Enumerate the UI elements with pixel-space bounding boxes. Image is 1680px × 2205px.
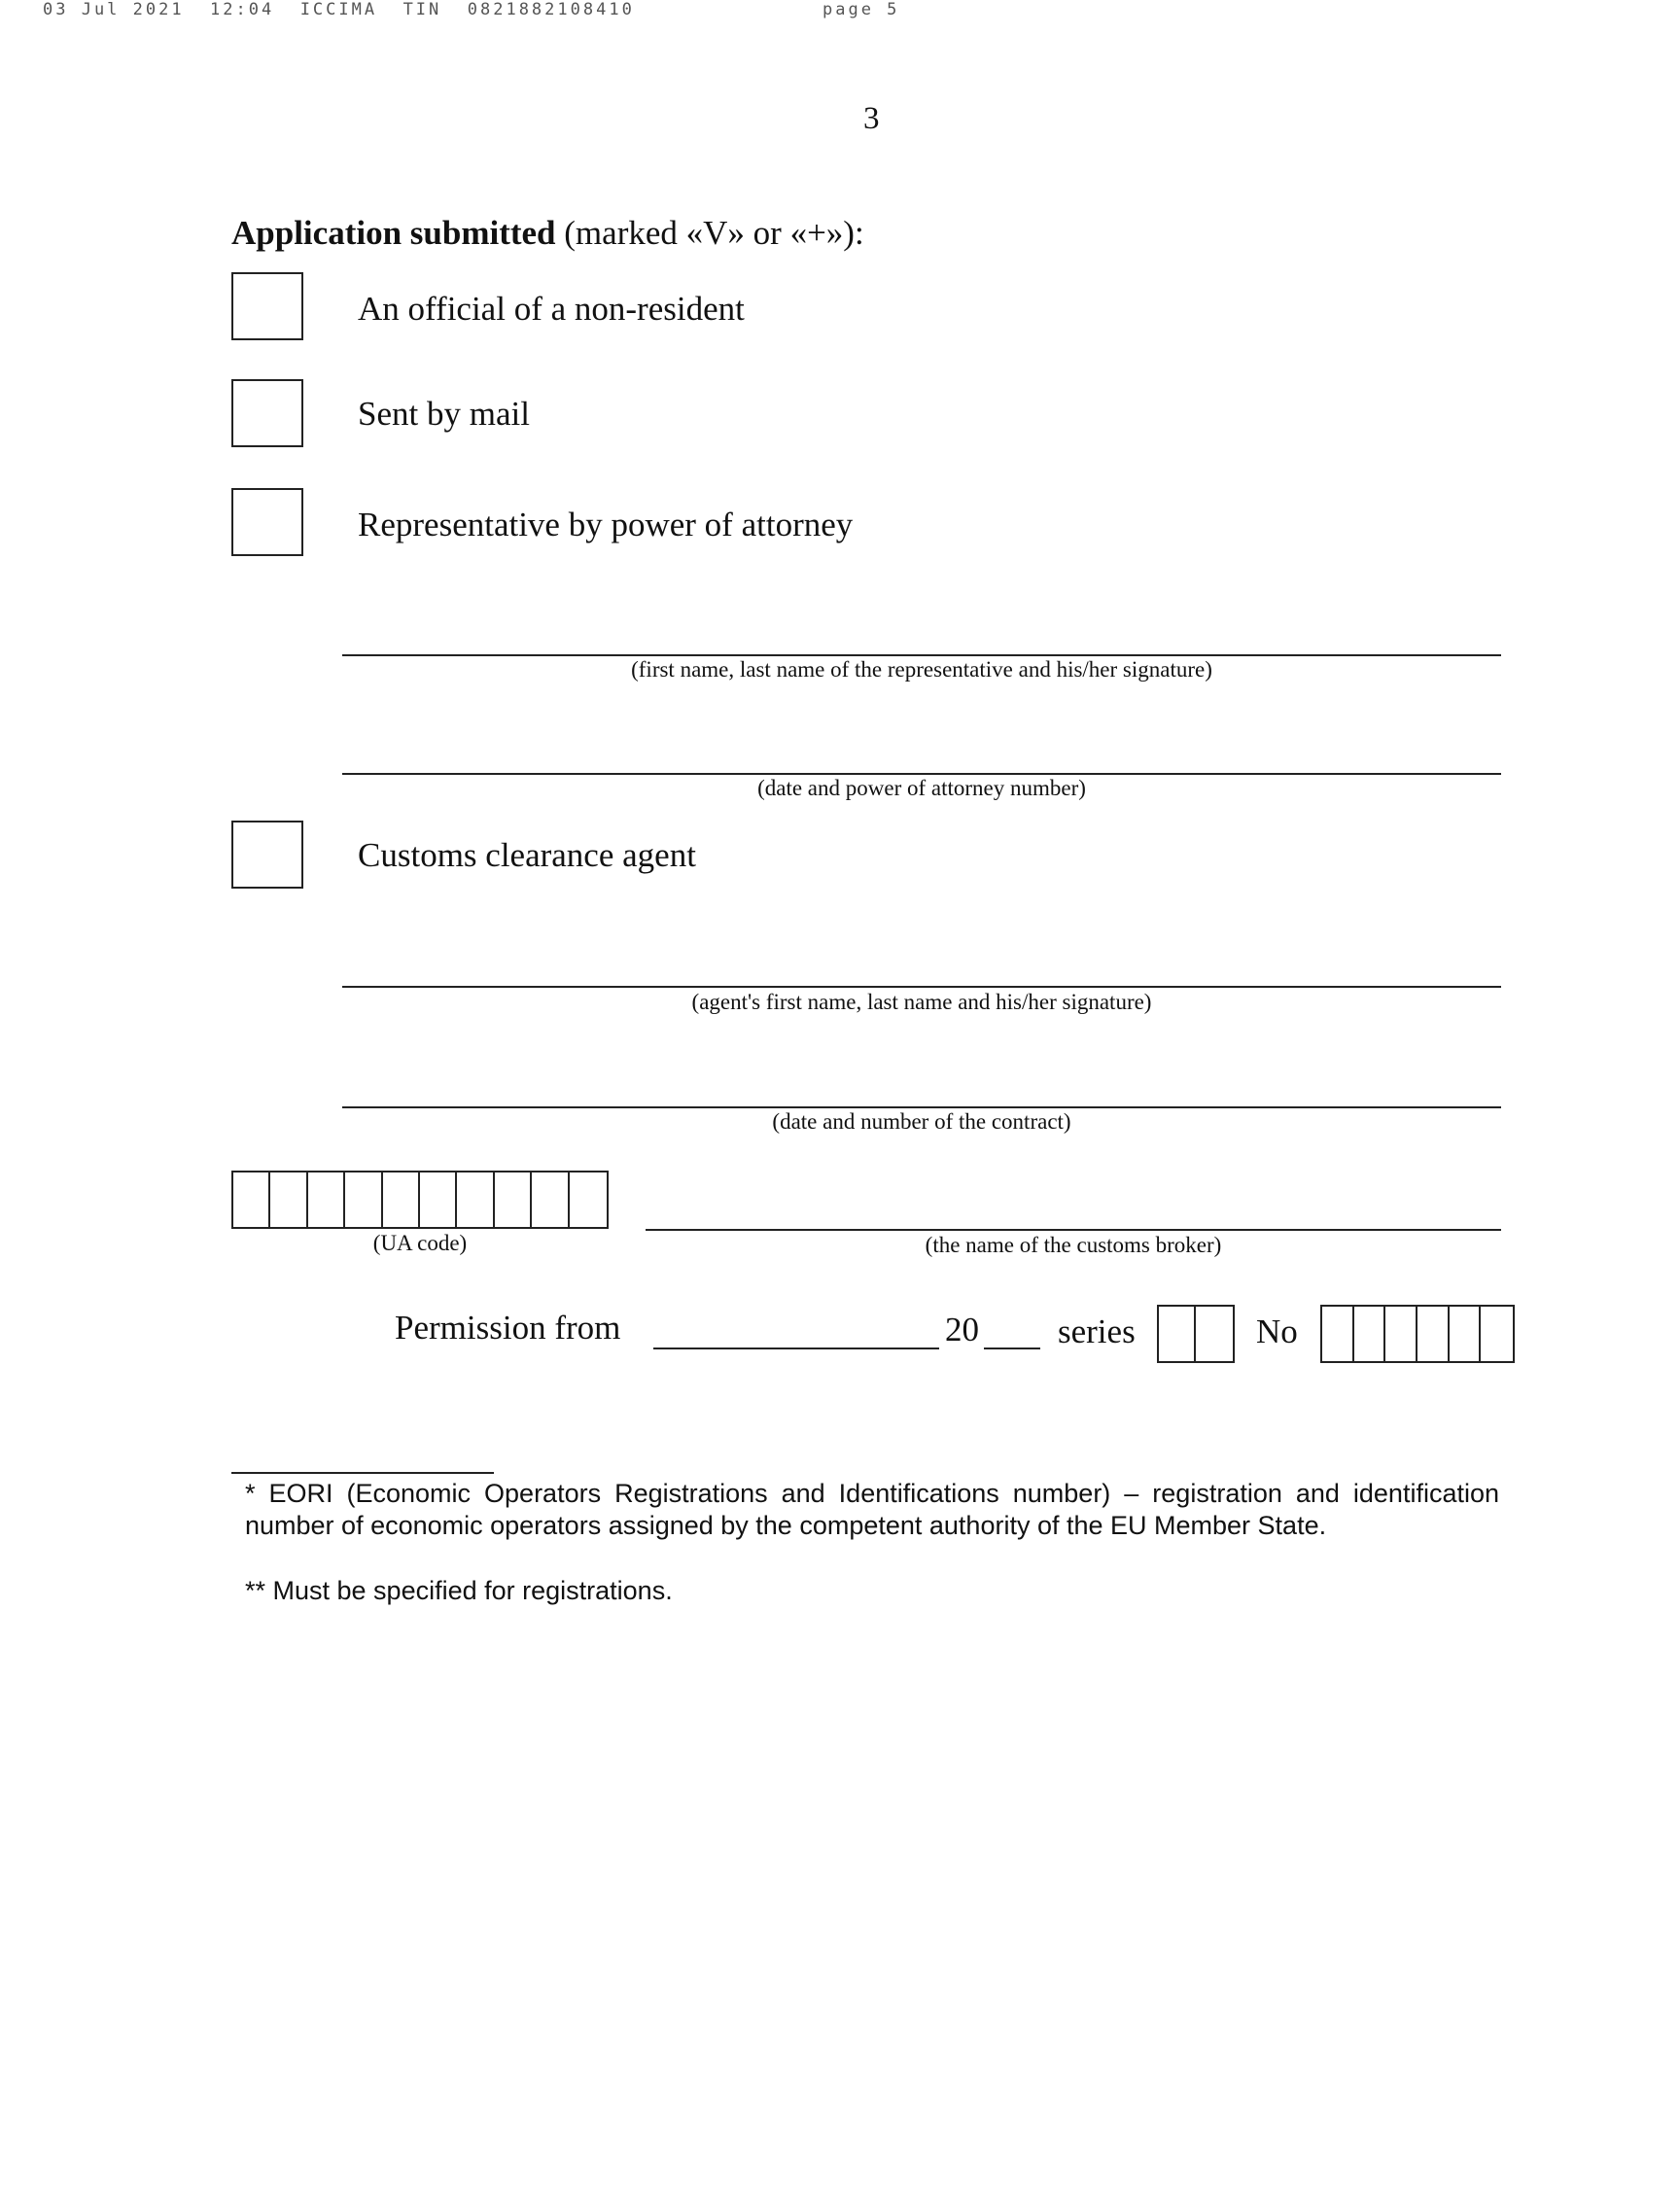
footnote-eori: * EORI (Economic Operators Registrations and Identifications number) – registration and identification number of economic operators assigned by the competent authority of the EU Member State. — [245, 1479, 1499, 1540]
application-heading — [231, 214, 864, 253]
permission-series-label: series — [1058, 1312, 1136, 1350]
attorney-date-caption: (date and power of attorney number) — [757, 776, 1086, 800]
option-customs-agent-label: Customs clearance agent — [358, 836, 696, 874]
number-cell[interactable] — [1450, 1307, 1482, 1361]
number-cell[interactable] — [1322, 1307, 1354, 1361]
contract-date-line[interactable] — [342, 1106, 1501, 1108]
ua-code-cell[interactable] — [457, 1172, 494, 1227]
ua-code-cell[interactable] — [308, 1172, 345, 1227]
checkbox-official[interactable] — [231, 272, 303, 340]
number-cell[interactable] — [1354, 1307, 1386, 1361]
representative-name-caption: (first name, last name of the representative and his/her signature) — [631, 657, 1212, 682]
ua-code-cell[interactable] — [270, 1172, 307, 1227]
ua-code-cell[interactable] — [495, 1172, 532, 1227]
attorney-date-line[interactable] — [342, 773, 1501, 775]
ua-code-cell[interactable] — [532, 1172, 569, 1227]
representative-name-line[interactable] — [342, 654, 1501, 656]
series-cell[interactable] — [1196, 1307, 1233, 1361]
contract-date-caption: (date and number of the contract) — [772, 1109, 1071, 1134]
option-official-label: An official of a non-resident — [358, 290, 745, 328]
permission-year-prefix: 20 — [945, 1311, 979, 1348]
fax-header: 03 Jul 2021 12:04 ICCIMA TIN 0821882108410 — [43, 0, 635, 19]
ua-code-cell[interactable] — [570, 1172, 607, 1227]
permission-date-line[interactable] — [653, 1348, 939, 1349]
number-cell[interactable] — [1385, 1307, 1418, 1361]
ua-code-cell[interactable] — [383, 1172, 420, 1227]
checkbox-customs-agent[interactable] — [231, 821, 303, 889]
agent-name-line[interactable] — [342, 986, 1501, 988]
checkbox-mail[interactable] — [231, 379, 303, 447]
permission-year-line[interactable] — [984, 1348, 1040, 1349]
checkbox-representative[interactable] — [231, 488, 303, 556]
fax-page-label: page 5 — [822, 0, 900, 19]
option-mail-label: Sent by mail — [358, 395, 530, 433]
number-grid[interactable] — [1320, 1305, 1515, 1363]
ua-code-cell[interactable] — [345, 1172, 382, 1227]
heading-bold: Application submitted — [231, 214, 556, 252]
ua-code-cell[interactable] — [420, 1172, 457, 1227]
agent-name-caption: (agent's first name, last name and his/her signature) — [691, 990, 1152, 1014]
number-cell[interactable] — [1481, 1307, 1513, 1361]
permission-label: Permission from — [395, 1309, 621, 1347]
permission-no-label: No — [1256, 1312, 1298, 1350]
page-number: 3 — [863, 101, 880, 136]
ua-code-caption: (UA code) — [372, 1231, 468, 1255]
broker-name-line[interactable] — [646, 1229, 1501, 1231]
footnote-registrations: ** Must be specified for registrations. — [245, 1576, 673, 1605]
footnote-separator — [231, 1472, 494, 1474]
series-cell[interactable] — [1159, 1307, 1196, 1361]
option-representative-label: Representative by power of attorney — [358, 506, 854, 543]
heading-rest: (marked «V» or «+»): — [555, 214, 864, 252]
ua-code-grid[interactable] — [231, 1171, 609, 1229]
broker-name-caption: (the name of the customs broker) — [925, 1233, 1222, 1257]
ua-code-cell[interactable] — [233, 1172, 270, 1227]
series-grid[interactable] — [1157, 1305, 1235, 1363]
number-cell[interactable] — [1418, 1307, 1450, 1361]
